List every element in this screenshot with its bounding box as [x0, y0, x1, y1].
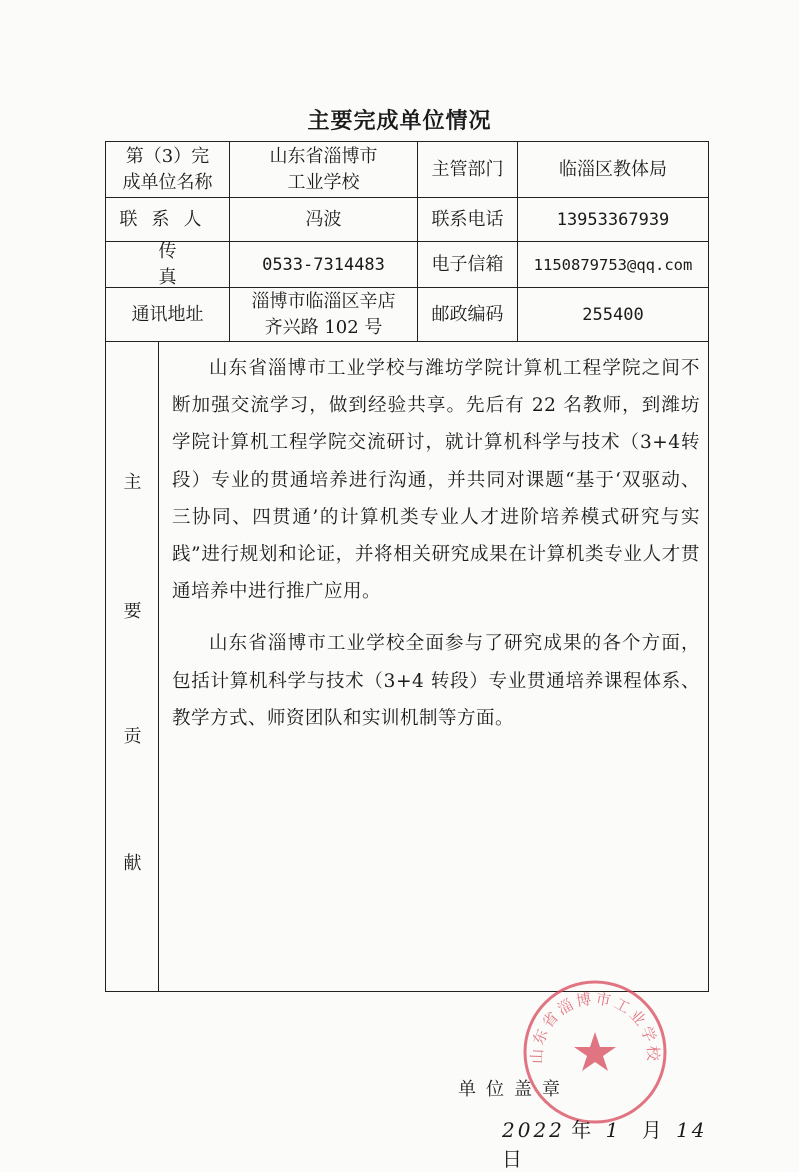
official-seal-stamp	[520, 977, 670, 1127]
unit-name-line2: 工业学校	[287, 171, 360, 193]
unit-label-line1: 第（3）完	[125, 145, 210, 167]
phone-label: 联系电话	[417, 198, 517, 241]
email-value: 1150879753@qq.com	[517, 242, 708, 287]
unit-name-line1: 山东省淄博市	[269, 145, 378, 167]
table-row-unit	[106, 142, 708, 198]
contribution-label-column	[106, 342, 159, 991]
email-label: 电子信箱	[417, 242, 517, 287]
unit-info-table	[105, 141, 709, 1171]
date-day-char: 日	[502, 1147, 522, 1171]
stamp-star-icon	[574, 1032, 616, 1071]
contribution-label-char: 主	[123, 472, 142, 493]
unit-name-cell	[229, 142, 417, 197]
unit-label-line2: 成单位名称	[122, 171, 213, 193]
contribution-label-char: 贡	[123, 726, 142, 747]
address-label: 通讯地址	[131, 303, 204, 325]
fax-label: 传真	[158, 240, 217, 288]
phone-value: 13953367939	[517, 198, 708, 241]
date-month: 1	[605, 1118, 622, 1142]
document-title: 主要完成单位情况	[307, 109, 492, 134]
date-month-char: 月	[641, 1118, 662, 1142]
date-year: 2022	[502, 1118, 565, 1142]
seal-label: 单位盖章	[458, 1079, 570, 1100]
dept-label: 主管部门	[417, 142, 517, 197]
contribution-paragraph: 山东省淄博市工业学校与潍坊学院计算机工程学院之间不断加强交流学习，做到经验共享。先后有 22 名教师，到潍坊学院计算机工程学院交流研讨，就计算机科学与技术（3+4转段）专业的贯通培养进行沟通，并共同对课题“基于‘双驱动、三协同、四贯通’的计算机类专业人才进阶培养模式研究与实践”进行规划和论证，并将相关研究成果在计算机类专业人才贯通培养中进行推广应用。	[172, 358, 700, 603]
table-row-contact	[106, 198, 708, 242]
unit-label-cell	[106, 142, 229, 197]
contribution-paragraph: 山东省淄博市工业学校全面参与了研究成果的各个方面，包括计算机科学与技术（3+4 转段）专业贯通培养课程体系、教学方式、师资团队和实训机制等方面。	[172, 633, 700, 729]
dept-value: 临淄区教体局	[517, 142, 708, 197]
contribution-section	[106, 342, 708, 1171]
contribution-label-char: 献	[123, 853, 142, 874]
date-day: 14	[676, 1118, 708, 1142]
contribution-label-char: 要	[123, 601, 142, 622]
table-row-address	[106, 288, 708, 342]
date-year-char: 年	[571, 1118, 592, 1142]
address-line2: 齐兴路 102 号	[264, 316, 383, 338]
stamp-text: 山东省淄博市工业学校	[527, 989, 663, 1065]
fax-value: 0533-7314483	[229, 242, 417, 287]
contact-value: 冯波	[229, 198, 417, 241]
postcode-label: 邮政编码	[417, 288, 517, 341]
address-cell	[229, 288, 417, 341]
postcode-value: 255400	[517, 288, 708, 341]
contact-label: 联系人	[119, 208, 216, 230]
table-row-fax	[106, 242, 708, 288]
contribution-text	[172, 350, 700, 752]
signing-date	[502, 1114, 708, 1172]
address-line1: 淄博市临淄区辛店	[251, 290, 396, 312]
